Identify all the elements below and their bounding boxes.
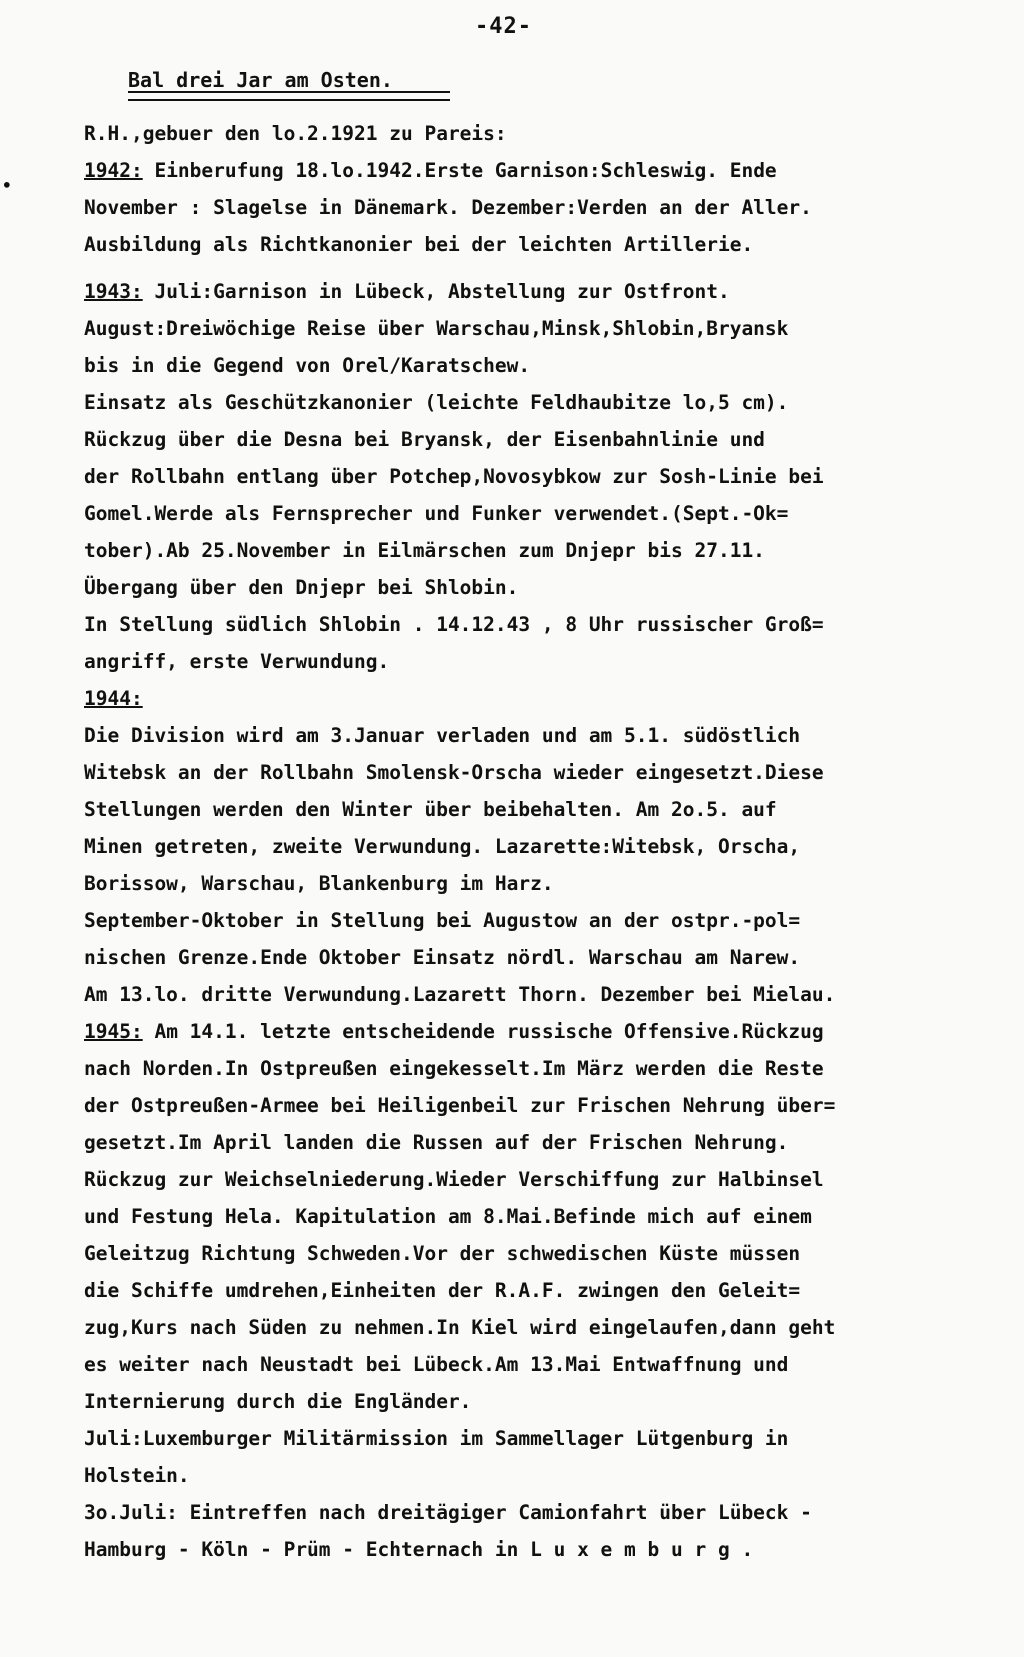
- section-1945-line-13: Holstein.: [84, 1464, 190, 1487]
- section-1945-line-12: Juli:Luxemburger Militärmission im Sammellager Lütgenburg in: [84, 1427, 789, 1450]
- document-title: Bal drei Jar am Osten.: [128, 68, 393, 92]
- year-heading-1945: 1945:: [84, 1020, 143, 1043]
- section-1945-line-9: zug,Kurs nach Süden zu nehmen.In Kiel wird eingelaufen,dann geht: [84, 1316, 836, 1339]
- section-1945-line-4: gesetzt.Im April landen die Russen auf der Frischen Nehrung.: [84, 1131, 789, 1154]
- section-1942-line-1: 1942: Einberufung 18.lo.1942.Erste Garnison:Schleswig. Ende: [84, 159, 777, 182]
- section-1945-line-14: 3o.Juli: Eintreffen nach dreitägiger Camionfahrt über Lübeck -: [84, 1501, 812, 1524]
- section-1942-line-2: November : Slagelse in Dänemark. Dezember:Verden an der Aller.: [84, 196, 812, 219]
- section-1945-line-6: und Festung Hela. Kapitulation am 8.Mai.Befinde mich auf einem: [84, 1205, 812, 1228]
- section-1943-line-9: Übergang über den Dnjepr bei Shlobin.: [84, 576, 519, 599]
- section-1944-line-4: Minen getreten, zweite Verwundung. Lazarette:Witebsk, Orscha,: [84, 835, 801, 858]
- year-heading-1943: 1943:: [84, 280, 143, 303]
- section-1944-line-5: Borissow, Warschau, Blankenburg im Harz.: [84, 872, 554, 895]
- intro-line: R.H.,gebuer den lo.2.1921 zu Pareis:: [84, 122, 507, 145]
- document-body: [84, 115, 989, 1568]
- section-1944-line-1: Die Division wird am 3.Januar verladen und am 5.1. südöstlich: [84, 724, 801, 747]
- section-1943-line-10: In Stellung südlich Shlobin . 14.12.43 , 8 Uhr russischer Groß=: [84, 613, 824, 636]
- section-1944-line-3: Stellungen werden den Winter über beibehalten. Am 2o.5. auf: [84, 798, 777, 821]
- section-1945-line-8: die Schiffe umdrehen,Einheiten der R.A.F. zwingen den Geleit=: [84, 1279, 801, 1302]
- title-double-underline: [128, 91, 450, 101]
- section-1942-line-3: Ausbildung als Richtkanonier bei der leichten Artillerie.: [84, 233, 754, 256]
- section-1944-heading-line: [84, 680, 989, 717]
- section-1945-line-7: Geleitzug Richtung Schweden.Vor der schwedischen Küste müssen: [84, 1242, 801, 1265]
- section-1944-line-8: Am 13.lo. dritte Verwundung.Lazarett Thorn. Dezember bei Mielau.: [84, 983, 836, 1006]
- section-1944-line-6: September-Oktober in Stellung bei Augustow an der ostpr.-pol=: [84, 909, 801, 932]
- section-1945-line-11: Internierung durch die Engländer.: [84, 1390, 472, 1413]
- section-1945-line-2: nach Norden.In Ostpreußen eingekesselt.Im März werden die Reste: [84, 1057, 824, 1080]
- year-heading-1944: 1944:: [84, 687, 143, 710]
- section-1945-line-5: Rückzug zur Weichselniederung.Wieder Verschiffung zur Halbinsel: [84, 1168, 824, 1191]
- margin-mark: •: [2, 176, 12, 195]
- section-1943-line-6: der Rollbahn entlang über Potchep,Novosybkow zur Sosh-Linie bei: [84, 465, 824, 488]
- section-1943-line-11: angriff, erste Verwundung.: [84, 650, 390, 673]
- year-heading-1942: 1942:: [84, 159, 143, 182]
- section-1945-line-10: es weiter nach Neustadt bei Lübeck.Am 13.Mai Entwaffnung und: [84, 1353, 789, 1376]
- section-1943-line-4: Einsatz als Geschützkanonier (leichte Feldhaubitze lo,5 cm).: [84, 391, 789, 414]
- section-1943-line-5: Rückzug über die Desna bei Bryansk, der Eisenbahnlinie und: [84, 428, 765, 451]
- section-1943-line-1: 1943: Juli:Garnison in Lübeck, Abstellung zur Ostfront.: [84, 280, 730, 303]
- section-1944-line-7: nischen Grenze.Ende Oktober Einsatz nördl. Warschau am Narew.: [84, 946, 801, 969]
- section-1943-line-3: bis in die Gegend von Orel/Karatschew.: [84, 354, 531, 377]
- section-1943-line-7: Gomel.Werde als Fernsprecher und Funker verwendet.(Sept.-Ok=: [84, 502, 789, 525]
- section-1945-line-15: Hamburg - Köln - Prüm - Echternach in L u x e m b u r g .: [84, 1538, 754, 1561]
- section-1943-line-8: tober).Ab 25.November in Eilmärschen zum Dnjepr bis 27.11.: [84, 539, 765, 562]
- page-number: -42-: [475, 14, 532, 39]
- section-1943-line-2: August:Dreiwöchige Reise über Warschau,Minsk,Shlobin,Bryansk: [84, 317, 789, 340]
- section-1945-line-1: 1945: Am 14.1. letzte entscheidende russische Offensive.Rückzug: [84, 1020, 824, 1043]
- section-1944-line-2: Witebsk an der Rollbahn Smolensk-Orscha wieder eingesetzt.Diese: [84, 761, 824, 784]
- section-1945-line-3: der Ostpreußen-Armee bei Heiligenbeil zur Frischen Nehrung über=: [84, 1094, 836, 1117]
